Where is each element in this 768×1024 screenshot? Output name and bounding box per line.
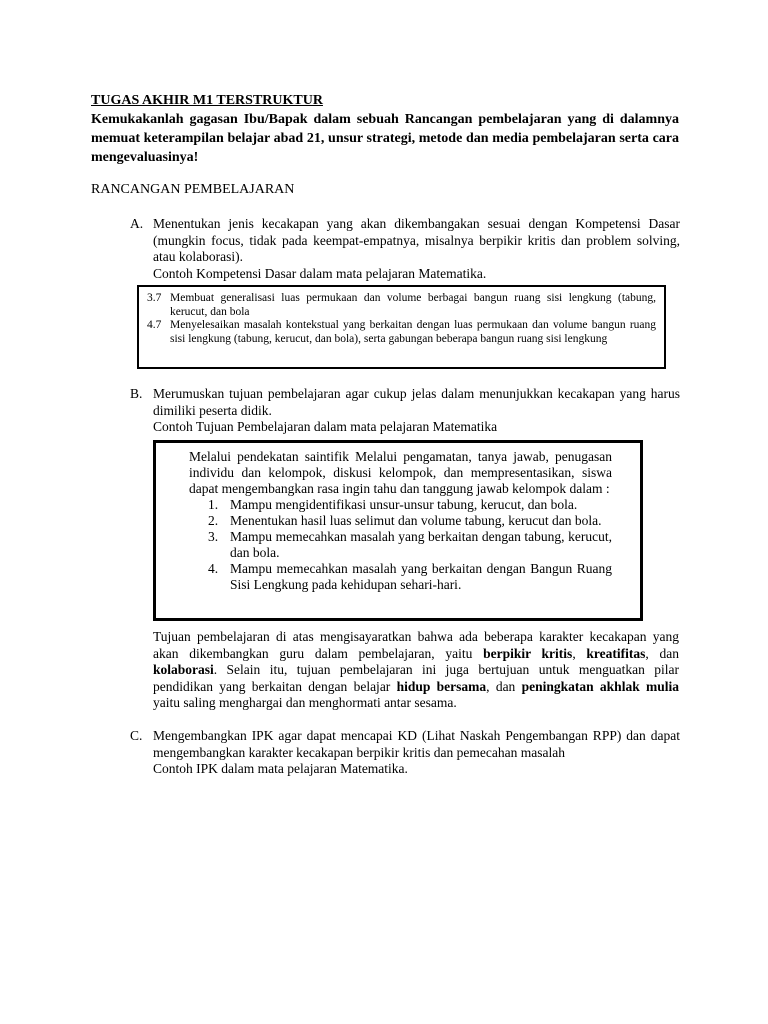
section-c-example: Contoh IPK dalam mata pelajaran Matematika.	[153, 761, 408, 776]
kd-number: 4.7	[147, 319, 162, 331]
para-text: ,	[572, 645, 587, 661]
kd-text: Membuat generalisasi luas permukaan dan volume berbagai bangun ruang sisi lengkung (tabung, kerucut, dan bola	[170, 292, 656, 318]
list-text: Mampu memecahkan masalah yang berkaitan dengan Bangun Ruang Sisi Lengkung pada kehidupan sehari-hari.	[230, 561, 612, 592]
list-item	[208, 513, 612, 529]
bold-term: kolaborasi	[153, 662, 214, 677]
section-c-text: Mengembangkan IPK agar dapat mencapai KD (Lihat Naskah Pengembangan RPP) dan dapat mengembangkan karakter kecakapan berpikir kritis dan pemecahan masalah	[153, 728, 680, 760]
section-a-text: Menentukan jenis kecakapan yang akan dikembangakan sesuai dengan Kompetensi Dasar (mungkin focus, tidak pada keempat-empatnya, misalnya berpikir kritis dan problem solving, atau kolaborasi).	[153, 216, 680, 264]
section-a-example: Contoh Kompetensi Dasar dalam mata pelajaran Matematika.	[153, 265, 487, 281]
list-item	[208, 497, 612, 513]
list-number: 3.	[208, 529, 219, 544]
section-heading: RANCANGAN PEMBELAJARAN	[91, 182, 295, 197]
kd-item	[147, 319, 656, 346]
kd-item	[147, 292, 656, 319]
para-text: , dan	[486, 678, 522, 694]
bold-term: hidup bersama	[396, 678, 487, 694]
para-text: . Selain itu, tujuan pembelajaran ini juga bertujuan untuk menguatkan pilar pendidikan yang berkaitan dengan belajar	[153, 662, 679, 694]
section-a	[130, 216, 680, 282]
bold-term: peningkatan akhlak mulia	[521, 678, 679, 694]
section-b-letter: B.	[130, 386, 143, 401]
section-a-letter: A.	[130, 216, 144, 231]
bold-term: berpikir kritis	[483, 645, 573, 661]
list-number: 4.	[208, 561, 219, 576]
tujuan-pembelajaran-box	[153, 440, 643, 621]
list-text: Mampu mengidentifikasi unsur-unsur tabung, kerucut, dan bola.	[230, 497, 578, 512]
list-text: Mampu memecahkan masalah yang berkaitan dengan tabung, kerucut, dan bola.	[230, 529, 612, 560]
list-number: 2.	[208, 513, 219, 528]
kd-number: 3.7	[147, 292, 162, 304]
list-item	[208, 529, 612, 561]
list-text: Menentukan hasil luas selimut dan volume tabung, kerucut dan bola.	[230, 513, 602, 528]
kompetensi-dasar-box	[137, 285, 666, 369]
document-title: TUGAS AKHIR M1 TERSTRUKTUR	[91, 93, 323, 108]
bold-term: kreatifitas	[586, 645, 646, 661]
para-text: , dan	[645, 645, 679, 661]
task-prompt: Kemukakanlah gagasan Ibu/Bapak dalam sebuah Rancangan pembelajaran yang di dalamnya memuat keterampilan belajar abad 21, unsur strategi, metode dan media pembelajaran serta cara mengevaluasinya!	[91, 112, 679, 165]
tujuan-intro: Melalui pendekatan saintifik Melalui pengamatan, tanya jawab, penugasan individu dan kelompok, diskusi kelompok, dan mempresentasikan, siswa dapat mengembangkan rasa ingin tahu dan tanggung jawab kelompok dalam :	[189, 449, 612, 496]
tujuan-list	[189, 497, 612, 593]
section-b-text: Merumuskan tujuan pembelajaran agar cukup jelas dalam menunjukkan kecakapan yang harus dimiliki peserta didik.	[153, 386, 680, 418]
section-b	[130, 386, 680, 436]
list-item	[208, 561, 612, 593]
section-c-letter: C.	[130, 728, 143, 743]
para-text: Tujuan pembelajaran di atas mengisayaratkan bahwa ada beberapa karakter kecakapan yang akan dikembangkan guru dalam pembelajaran, yaitu	[153, 629, 679, 661]
section-c	[130, 728, 680, 778]
list-number: 1.	[208, 497, 219, 512]
section-b-example: Contoh Tujuan Pembelajaran dalam mata pelajaran Matematika	[153, 419, 498, 434]
tujuan-paragraph	[153, 629, 679, 712]
para-text: yaitu saling menghargai dan menghormati antar sesama.	[153, 695, 457, 710]
kd-text: Menyelesaikan masalah kontekstual yang berkaitan dengan luas permukaan dan volume bangun ruang sisi lengkung (tabung, kerucut, dan bola), serta gabungan beberapa bangun ruang sisi lengkung	[170, 319, 656, 345]
